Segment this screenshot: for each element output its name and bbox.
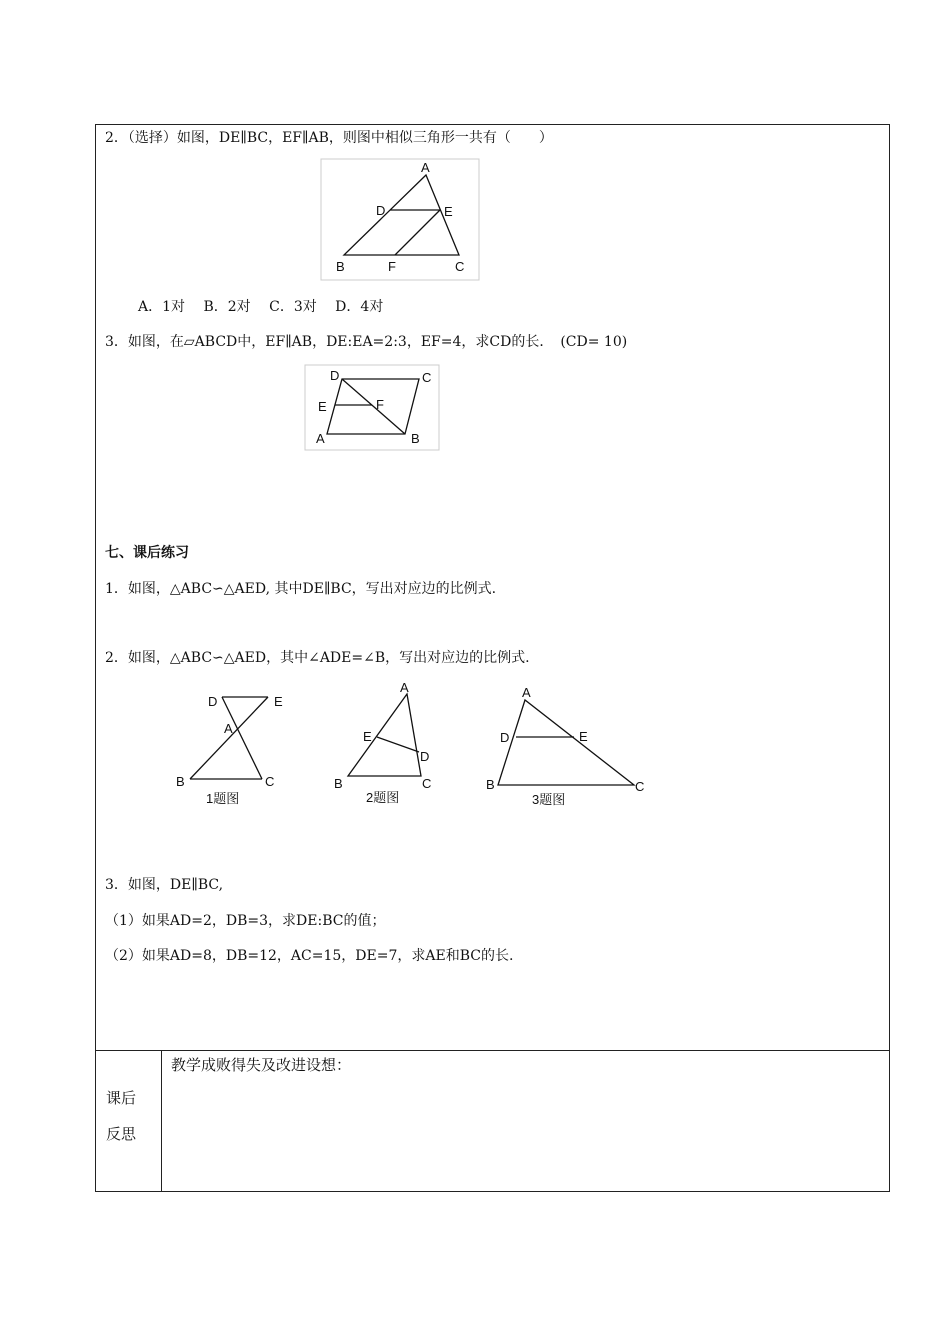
figure-3-caption: 3题图 xyxy=(532,792,566,807)
figure-1-caption: 1题图 xyxy=(206,791,240,806)
label-f: F xyxy=(376,397,384,412)
section-7-heading: 七、课后练习 xyxy=(105,545,189,561)
figure-2-triangle xyxy=(330,680,440,810)
exercise-3-part-1: （1）如果AD=2，DB=3，求DE:BC的值； xyxy=(105,913,386,929)
q3-parallelogram-figure xyxy=(304,364,442,452)
reflection-content: 教学成败得失及改进设想： xyxy=(171,1056,352,1074)
label-e: E xyxy=(318,399,327,414)
label-e: E xyxy=(444,204,453,219)
label-d: D xyxy=(500,730,510,745)
q2-triangle-figure xyxy=(320,158,482,283)
label-c: C xyxy=(422,776,432,791)
figure-3-triangle xyxy=(484,683,654,811)
label-d: D xyxy=(376,203,386,218)
reflection-row-divider xyxy=(95,1050,889,1051)
reflection-column-divider xyxy=(161,1050,162,1191)
label-b: B xyxy=(486,777,495,792)
label-b: B xyxy=(334,776,343,791)
label-a: A xyxy=(316,431,325,446)
exercise-1-text: 1．如图，△ABC∽△AED, 其中DE∥BC，写出对应边的比例式. xyxy=(105,581,497,597)
label-e: E xyxy=(579,729,588,744)
label-d: D xyxy=(330,368,340,383)
label-c: C xyxy=(455,259,465,274)
label-b: B xyxy=(176,774,185,789)
label-c: C xyxy=(422,370,432,385)
label-b: B xyxy=(336,259,345,274)
label-a: A xyxy=(421,160,430,175)
exercise-3-part-2: （2）如果AD=8，DB=12，AC=15，DE=7，求AE和BC的长. xyxy=(105,948,514,964)
question-3-text: 3．如图，在▱ABCD中，EF∥AB，DE:EA=2:3，EF=4，求CD的长． (CD= 10) xyxy=(105,334,628,350)
question-2-options: A．1对 B．2对 C．3对 D．4对 xyxy=(138,299,384,315)
figure-2-caption: 2题图 xyxy=(366,790,400,805)
figure-1-hourglass xyxy=(170,685,290,809)
exercise-3-text: 3．如图，DE∥BC, xyxy=(105,877,224,893)
label-e: E xyxy=(363,729,372,744)
label-b: B xyxy=(411,431,420,446)
label-c: C xyxy=(265,774,275,789)
reflection-label-line-1: 课后 xyxy=(106,1089,137,1107)
reflection-label-line-2: 反思 xyxy=(106,1125,137,1143)
label-a: A xyxy=(224,721,233,736)
exercise-2-text: 2．如图，△ABC∽△AED，其中∠ADE=∠B，写出对应边的比例式. xyxy=(105,650,530,666)
label-c: C xyxy=(635,779,645,794)
label-d: D xyxy=(208,694,218,709)
label-d: D xyxy=(420,749,430,764)
question-2-text: 2．（选择）如图，DE∥BC，EF∥AB，则图中相似三角形一共有（ ） xyxy=(105,130,553,146)
label-f: F xyxy=(388,259,396,274)
label-a: A xyxy=(400,680,409,695)
label-a: A xyxy=(522,685,531,700)
label-e: E xyxy=(274,694,283,709)
